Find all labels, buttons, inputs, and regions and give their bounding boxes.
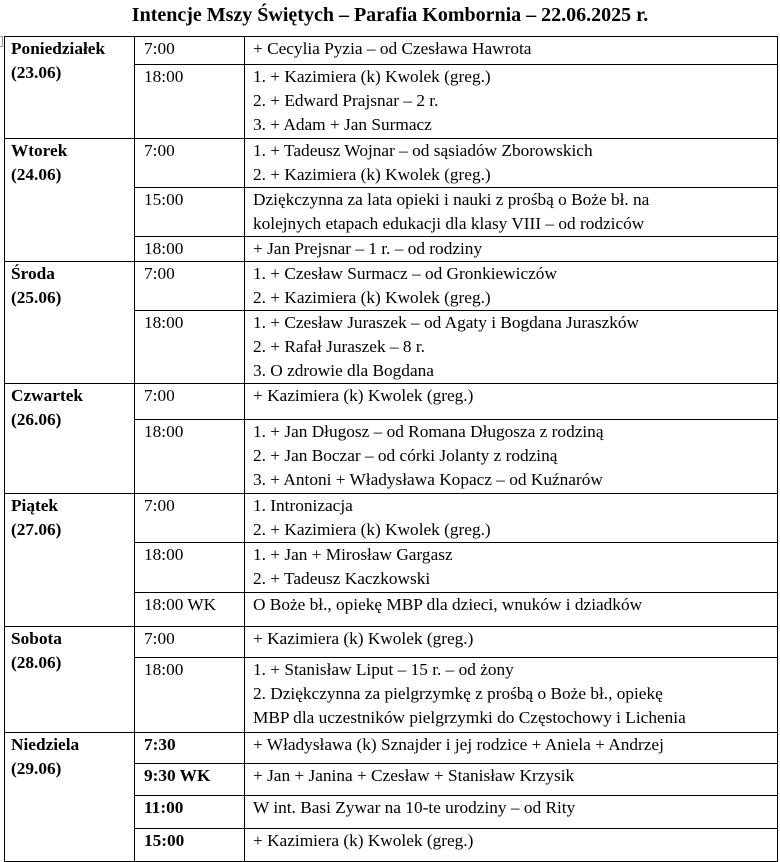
day-name: Piątek: [11, 496, 59, 515]
intention-line: + Władysława (k) Sznajder i jej rodzice + Aniela + Andrzej: [253, 735, 664, 754]
intention-line: + Kazimiera (k) Kwolek (greg.): [253, 629, 474, 648]
intention-line: 1. + Stanisław Liput – 15 r. – od żony: [253, 660, 514, 679]
mass-time: 7:00: [135, 37, 245, 65]
day-cell: [5, 37, 135, 139]
intention-cell: [245, 627, 778, 658]
intention-line: 3. + Adam + Jan Surmacz: [253, 115, 432, 134]
day-cell: [5, 627, 135, 733]
margin-marker: [0, 36, 3, 47]
day-name: Środa: [11, 264, 55, 283]
intention-line: 2. + Tadeusz Kaczkowski: [253, 569, 431, 588]
mass-time: 18:00: [135, 65, 245, 139]
intention-line: + Jan + Janina + Czesław + Stanisław Krzysik: [253, 766, 575, 785]
mass-time: 18:00: [135, 311, 245, 384]
mass-time: 7:00: [135, 494, 245, 543]
intention-line: 1. Intronizacja: [253, 496, 353, 515]
table-row: [5, 494, 778, 543]
intention-line: 2. + Kazimiera (k) Kwolek (greg.): [253, 520, 491, 539]
day-cell: [5, 139, 135, 262]
mass-time: 18:00: [135, 658, 245, 733]
intention-cell: [245, 494, 778, 543]
intention-line: 2. + Edward Prajsnar – 2 r.: [253, 91, 439, 110]
day-name: Wtorek: [11, 141, 68, 160]
intention-line: 2. Dziękczynna za pielgrzymkę z prośbą o Boże bł., opiekę: [253, 684, 663, 703]
day-date: (25.06): [11, 288, 62, 307]
intention-cell: [245, 384, 778, 420]
intention-line: 2. + Rafał Juraszek – 8 r.: [253, 337, 425, 356]
intention-cell: [245, 262, 778, 311]
intention-line: + Jan Prejsnar – 1 r. – od rodziny: [253, 239, 483, 258]
intention-line: 1. + Czesław Juraszek – od Agaty i Bogdana Juraszków: [253, 313, 640, 332]
intention-line: Dziękczynna za lata opieki i nauki z prośbą o Boże bł. na: [253, 190, 650, 209]
table-row: [5, 733, 778, 764]
intention-cell: [245, 311, 778, 384]
day-name: Czwartek: [11, 386, 83, 405]
mass-time: 7:00: [135, 384, 245, 420]
intention-cell: [245, 733, 778, 764]
mass-time: 9:30 WK: [135, 764, 245, 796]
day-date: (23.06): [11, 63, 62, 82]
intention-line: 1. + Czesław Surmacz – od Gronkiewiczów: [253, 264, 557, 283]
mass-time: 15:00: [135, 188, 245, 237]
day-date: (27.06): [11, 520, 62, 539]
day-name: Poniedziałek: [11, 39, 106, 58]
table-row: [5, 139, 778, 188]
intention-line: O Boże bł., opiekę MBP dla dzieci, wnuków i dziadków: [253, 595, 643, 614]
day-cell: [5, 494, 135, 627]
table-row: [5, 384, 778, 420]
day-cell: [5, 262, 135, 384]
day-cell: [5, 733, 135, 862]
table-row: [5, 627, 778, 658]
mass-time: 18:00: [135, 420, 245, 494]
table-row: [5, 37, 778, 65]
mass-time: 7:00: [135, 139, 245, 188]
day-date: (26.06): [11, 410, 62, 429]
day-name: Sobota: [11, 629, 62, 648]
intention-cell: [245, 237, 778, 262]
page-title: Intencje Mszy Świętych – Parafia Kombornia – 22.06.2025 r.: [131, 4, 649, 26]
table-row: [5, 262, 778, 311]
mass-time: 15:00: [135, 829, 245, 862]
intention-cell: [245, 188, 778, 237]
intention-line: W int. Basi Zywar na 10-te urodziny – od Rity: [253, 798, 576, 817]
mass-time: 18:00: [135, 237, 245, 262]
intention-line: 2. + Kazimiera (k) Kwolek (greg.): [253, 288, 491, 307]
intention-line: MBP dla uczestników pielgrzymki do Częstochowy i Lichenia: [253, 708, 686, 727]
intention-line: + Kazimiera (k) Kwolek (greg.): [253, 831, 474, 850]
intention-line: 2. + Kazimiera (k) Kwolek (greg.): [253, 165, 491, 184]
intention-cell: [245, 37, 778, 65]
day-name: Niedziela: [11, 735, 80, 754]
intention-line: 3. O zdrowie dla Bogdana: [253, 361, 434, 380]
mass-time: 7:00: [135, 262, 245, 311]
mass-intentions-table: [4, 36, 778, 862]
mass-time: 7:00: [135, 627, 245, 658]
mass-time: 18:00: [135, 543, 245, 593]
intention-line: 1. + Jan + Mirosław Gargasz: [253, 545, 453, 564]
intention-line: 1. + Kazimiera (k) Kwolek (greg.): [253, 67, 491, 86]
intention-cell: [245, 658, 778, 733]
intention-line: 2. + Jan Boczar – od córki Jolanty z rodziną: [253, 446, 558, 465]
intention-cell: [245, 420, 778, 494]
intention-line: 1. + Tadeusz Wojnar – od sąsiadów Zborowskich: [253, 141, 593, 160]
day-date: (24.06): [11, 165, 62, 184]
intention-cell: [245, 764, 778, 796]
intention-line: + Cecylia Pyzia – od Czesława Hawrota: [253, 39, 532, 58]
mass-time: 18:00 WK: [135, 593, 245, 627]
intention-cell: [245, 796, 778, 829]
mass-time: 7:30: [135, 733, 245, 764]
intention-line: + Kazimiera (k) Kwolek (greg.): [253, 386, 474, 405]
mass-time: 11:00: [135, 796, 245, 829]
intention-line: 3. + Antoni + Władysława Kopacz – od Kuźnarów: [253, 470, 603, 489]
intention-cell: [245, 65, 778, 139]
intention-cell: [245, 593, 778, 627]
day-cell: [5, 384, 135, 494]
intention-cell: [245, 139, 778, 188]
intention-line: 1. + Jan Długosz – od Romana Długosza z rodziną: [253, 422, 604, 441]
intention-cell: [245, 829, 778, 862]
intention-cell: [245, 543, 778, 593]
intention-line: kolejnych etapach edukacji dla klasy VIII – od rodziców: [253, 214, 645, 233]
day-date: (29.06): [11, 759, 62, 778]
day-date: (28.06): [11, 653, 62, 672]
